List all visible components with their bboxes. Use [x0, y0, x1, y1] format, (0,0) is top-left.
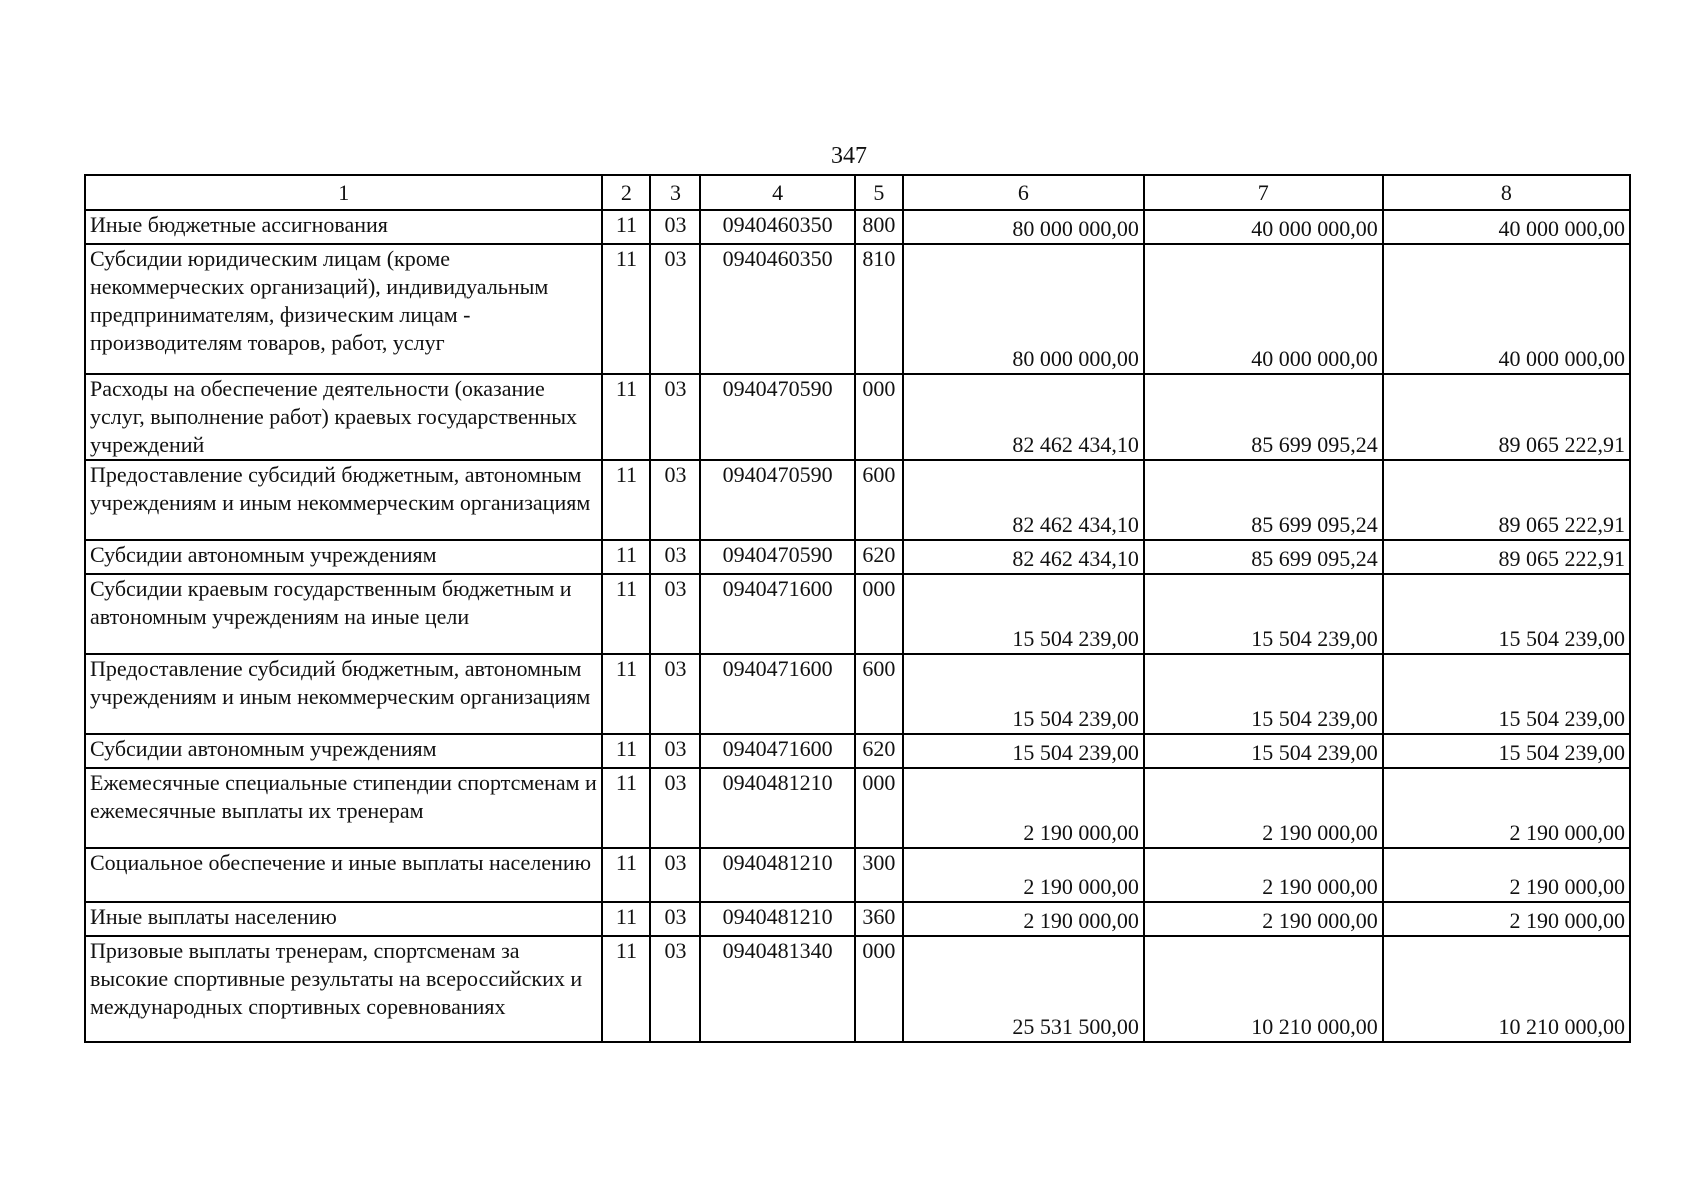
amount-col8-cell: 2 190 000,00: [1383, 768, 1630, 848]
expense-type-cell: 600: [855, 654, 903, 734]
amount-col7-cell: 40 000 000,00: [1144, 210, 1383, 244]
target-article-cell: 0940481210: [700, 902, 854, 936]
header-cell: 1: [85, 175, 602, 210]
page-number: 347: [831, 143, 867, 169]
header-cell: 2: [602, 175, 650, 210]
table-row: [85, 540, 1630, 574]
expense-type-cell: 800: [855, 210, 903, 244]
target-article-cell: 0940481340: [700, 936, 854, 1042]
subsection-code-cell: 03: [650, 936, 700, 1042]
table-row: [85, 734, 1630, 768]
section-code-cell: 11: [602, 902, 650, 936]
section-code-cell: 11: [602, 654, 650, 734]
target-article-cell: 0940471600: [700, 574, 854, 654]
row-name-cell: Предоставление субсидий бюджетным, автономным учреждениям и иным некоммерческим организациям: [85, 460, 602, 540]
table-row: [85, 902, 1630, 936]
row-name-cell: Субсидии краевым государственным бюджетным и автономным учреждениям на иные цели: [85, 574, 602, 654]
table-row: [85, 244, 1630, 374]
amount-col7-cell: 15 504 239,00: [1144, 654, 1383, 734]
expense-type-cell: 360: [855, 902, 903, 936]
amount-col6-cell: 80 000 000,00: [903, 210, 1144, 244]
section-code-cell: 11: [602, 540, 650, 574]
expense-type-cell: 810: [855, 244, 903, 374]
target-article-cell: 0940481210: [700, 848, 854, 902]
amount-col7-cell: 2 190 000,00: [1144, 848, 1383, 902]
row-name-cell: Расходы на обеспечение деятельности (оказание услуг, выполнение работ) краевых государственных учреждений: [85, 374, 602, 460]
budget-table: [84, 174, 1631, 1043]
table-body: [85, 210, 1630, 1042]
section-code-cell: 11: [602, 734, 650, 768]
amount-col8-cell: 40 000 000,00: [1383, 210, 1630, 244]
target-article-cell: 0940470590: [700, 374, 854, 460]
section-code-cell: 11: [602, 936, 650, 1042]
table-row: [85, 768, 1630, 848]
section-code-cell: 11: [602, 768, 650, 848]
section-code-cell: 11: [602, 574, 650, 654]
target-article-cell: 0940460350: [700, 210, 854, 244]
amount-col7-cell: 40 000 000,00: [1144, 244, 1383, 374]
amount-col8-cell: 10 210 000,00: [1383, 936, 1630, 1042]
amount-col8-cell: 15 504 239,00: [1383, 574, 1630, 654]
expense-type-cell: 000: [855, 936, 903, 1042]
section-code-cell: 11: [602, 460, 650, 540]
table-row: [85, 210, 1630, 244]
amount-col6-cell: 25 531 500,00: [903, 936, 1144, 1042]
amount-col7-cell: 10 210 000,00: [1144, 936, 1383, 1042]
row-name-cell: Субсидии автономным учреждениям: [85, 540, 602, 574]
subsection-code-cell: 03: [650, 654, 700, 734]
amount-col6-cell: 2 190 000,00: [903, 768, 1144, 848]
header-cell: 7: [1144, 175, 1383, 210]
row-name-cell: Предоставление субсидий бюджетным, автономным учреждениям и иным некоммерческим организациям: [85, 654, 602, 734]
expense-type-cell: 620: [855, 540, 903, 574]
table-row: [85, 460, 1630, 540]
amount-col7-cell: 2 190 000,00: [1144, 902, 1383, 936]
amount-col7-cell: 85 699 095,24: [1144, 540, 1383, 574]
amount-col6-cell: 15 504 239,00: [903, 574, 1144, 654]
header-cell: 6: [903, 175, 1144, 210]
amount-col8-cell: 15 504 239,00: [1383, 654, 1630, 734]
amount-col6-cell: 82 462 434,10: [903, 374, 1144, 460]
subsection-code-cell: 03: [650, 374, 700, 460]
amount-col7-cell: 15 504 239,00: [1144, 734, 1383, 768]
row-name-cell: Субсидии юридическим лицам (кроме некоммерческих организаций), индивидуальным предпринимателям, физическим лицам - производителям товаров, работ, услуг: [85, 244, 602, 374]
table-row: [85, 936, 1630, 1042]
amount-col8-cell: 15 504 239,00: [1383, 734, 1630, 768]
row-name-cell: Социальное обеспечение и иные выплаты населению: [85, 848, 602, 902]
header-cell: 5: [855, 175, 903, 210]
header-cell: 8: [1383, 175, 1630, 210]
amount-col6-cell: 2 190 000,00: [903, 902, 1144, 936]
row-name-cell: Ежемесячные специальные стипендии спортсменам и ежемесячные выплаты их тренерам: [85, 768, 602, 848]
subsection-code-cell: 03: [650, 902, 700, 936]
section-code-cell: 11: [602, 210, 650, 244]
amount-col6-cell: 82 462 434,10: [903, 460, 1144, 540]
subsection-code-cell: 03: [650, 210, 700, 244]
subsection-code-cell: 03: [650, 734, 700, 768]
amount-col7-cell: 2 190 000,00: [1144, 768, 1383, 848]
amount-col6-cell: 2 190 000,00: [903, 848, 1144, 902]
table-row: [85, 848, 1630, 902]
header-row: [85, 175, 1630, 210]
amount-col6-cell: 80 000 000,00: [903, 244, 1144, 374]
expense-type-cell: 600: [855, 460, 903, 540]
amount-col6-cell: 82 462 434,10: [903, 540, 1144, 574]
subsection-code-cell: 03: [650, 540, 700, 574]
row-name-cell: Субсидии автономным учреждениям: [85, 734, 602, 768]
amount-col7-cell: 85 699 095,24: [1144, 374, 1383, 460]
row-name-cell: Иные выплаты населению: [85, 902, 602, 936]
subsection-code-cell: 03: [650, 460, 700, 540]
expense-type-cell: 000: [855, 574, 903, 654]
section-code-cell: 11: [602, 244, 650, 374]
header-cell: 4: [700, 175, 854, 210]
amount-col8-cell: 89 065 222,91: [1383, 374, 1630, 460]
amount-col7-cell: 15 504 239,00: [1144, 574, 1383, 654]
expense-type-cell: 000: [855, 374, 903, 460]
section-code-cell: 11: [602, 374, 650, 460]
amount-col6-cell: 15 504 239,00: [903, 654, 1144, 734]
amount-col8-cell: 89 065 222,91: [1383, 540, 1630, 574]
target-article-cell: 0940471600: [700, 654, 854, 734]
header-cell: 3: [650, 175, 700, 210]
target-article-cell: 0940481210: [700, 768, 854, 848]
amount-col8-cell: 89 065 222,91: [1383, 460, 1630, 540]
expense-type-cell: 300: [855, 848, 903, 902]
row-name-cell: Призовые выплаты тренерам, спортсменам за высокие спортивные результаты на всероссийских и международных спортивных соревнованиях: [85, 936, 602, 1042]
amount-col8-cell: 40 000 000,00: [1383, 244, 1630, 374]
amount-col7-cell: 85 699 095,24: [1144, 460, 1383, 540]
subsection-code-cell: 03: [650, 244, 700, 374]
table-row: [85, 654, 1630, 734]
amount-col8-cell: 2 190 000,00: [1383, 902, 1630, 936]
target-article-cell: 0940460350: [700, 244, 854, 374]
table-row: [85, 574, 1630, 654]
subsection-code-cell: 03: [650, 848, 700, 902]
target-article-cell: 0940470590: [700, 540, 854, 574]
target-article-cell: 0940471600: [700, 734, 854, 768]
subsection-code-cell: 03: [650, 768, 700, 848]
expense-type-cell: 000: [855, 768, 903, 848]
section-code-cell: 11: [602, 848, 650, 902]
table-row: [85, 374, 1630, 460]
expense-type-cell: 620: [855, 734, 903, 768]
subsection-code-cell: 03: [650, 574, 700, 654]
amount-col8-cell: 2 190 000,00: [1383, 848, 1630, 902]
target-article-cell: 0940470590: [700, 460, 854, 540]
amount-col6-cell: 15 504 239,00: [903, 734, 1144, 768]
row-name-cell: Иные бюджетные ассигнования: [85, 210, 602, 244]
